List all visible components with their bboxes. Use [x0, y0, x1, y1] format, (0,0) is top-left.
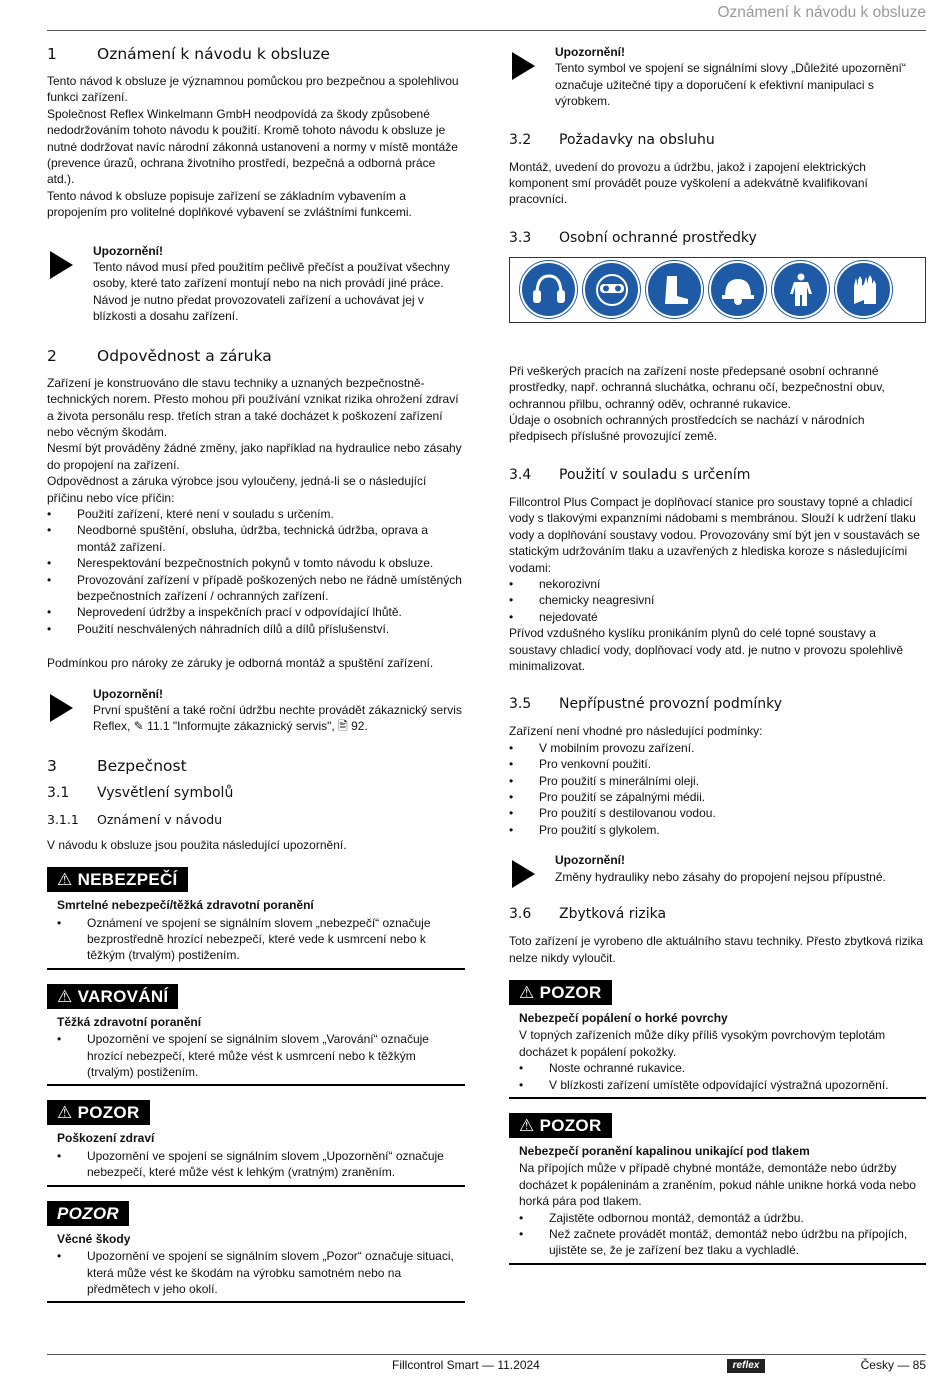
section-3-2-heading: 3.2 Požadavky na obsluhu	[509, 131, 715, 148]
paragraph: Údaje o osobních ochranných prostředcích se nachází v národních předpisech příslušné provozující země.	[509, 413, 865, 444]
safety-boots-icon	[646, 261, 703, 318]
list-item: • Použití zařízení, které není v souladu s určením.	[47, 506, 465, 522]
caution-property-signal-label: POZOR	[47, 1201, 129, 1226]
ppe-icons-strip	[509, 257, 926, 323]
caution-signal-label: ⚠ POZOR	[509, 1113, 612, 1138]
paragraph: Tento návod k obsluze je významnou pomůckou pro bezpečnou a spolehlivou funkci zařízení.	[47, 74, 459, 105]
page-footer	[47, 1354, 926, 1372]
gloves-icon	[835, 261, 892, 318]
notice-arrow-icon	[509, 852, 555, 888]
conditions-list	[509, 740, 926, 838]
ear-protection-icon	[520, 261, 577, 318]
eye-protection-icon	[583, 261, 640, 318]
section-1-heading: 1 Oznámení k návodu k obsluze	[47, 45, 330, 63]
list-item: • Nerespektování bezpečnostních pokynů v tomto návodu k obsluze.	[47, 555, 465, 571]
left-column	[47, 40, 465, 1303]
section-3-5-heading: 3.5 Nepřípustné provozní podmínky	[509, 696, 783, 713]
signal-warning: ⚠ VAROVÁNÍ Těžká zdravotní poranění • Upozornění ve spojení se signálním slovem „Varování“ označuje hrozící nebezpečí, které může vést k usmrcení nebo k těžkým (trvalým) postižením.	[47, 984, 465, 1087]
paragraph: Odpovědnost a záruka výrobce jsou vyloučeny, jedná-li se o následující příčinu nebo více příčin:	[47, 474, 427, 505]
caution-signal-label: ⚠ POZOR	[509, 980, 612, 1005]
notice-box: Upozornění! Tento symbol ve spojení se signálními slovy „Důležité upozornění“ označuje užitečné tipy a doporučení k efektivní manipulaci s výrobkem.	[509, 44, 926, 110]
paragraph: Fillcontrol Plus Compact je doplňovací stanice pro soustavy topné a chladicí vody s tlakovými expanzními nádobami s membránou. Slouží k udržení tlaku vody a doplňování soustavy vodou. Provozovány smí být jen v soustavách se statickým udržováním tlaku a uzavřených z hlediska koroze s následujícími vodami:	[509, 494, 920, 575]
paragraph: V návodu k obsluze jsou použita následující upozornění.	[47, 837, 347, 852]
right-column	[509, 44, 926, 1265]
paragraph: Tento návod k obsluze popisuje zařízení se základním vybavením a propojením pro volitelné doplňkové vybavení se zvláštními funkcemi.	[47, 188, 412, 220]
page-number: Česky — 85	[860, 1358, 926, 1372]
danger-signal-label: ⚠ NEBEZPEČÍ	[47, 867, 188, 892]
list-item: • Pro použití se zápalnými médii.	[509, 789, 926, 805]
water-types-list	[509, 576, 926, 625]
hard-hat-icon	[709, 261, 766, 318]
paragraph: Toto zařízení je vyrobeno dle aktuálního stavu techniky. Přesto zbytková rizika nelze nikdy vyloučit.	[509, 934, 923, 965]
list-item: • Pro použití s minerálními oleji.	[509, 773, 926, 789]
notice-box: Upozornění! První spuštění a také roční údržbu nechte provádět zákaznický servis Reflex, ✎ 11.1 "Informujte zákaznický servis", 🖹 92.	[47, 686, 465, 735]
paragraph: Přívod vzdušného kyslíku pronikáním plynů do celé topné soustavy a soustavy chladicí vody, doplňovací vody atd. je nutno v provozu spolehlivě minimalizovat.	[509, 626, 904, 673]
caution-signal-label: ⚠ POZOR	[47, 1100, 150, 1125]
warning-signal-label: ⚠ VAROVÁNÍ	[47, 984, 178, 1009]
paragraph: Montáž, uvedení do provozu a údržbu, jakož i zapojení elektrických komponent smí provádět pouze vyškolení a adekvátně kvalifikovaní pracovníci.	[509, 159, 868, 207]
protective-clothing-icon	[772, 261, 829, 318]
list-item: • Použití neschválených náhradních dílů a dílů příslušenství.	[47, 621, 465, 637]
section-3-1-1-heading: 3.1.1 Oznámení v návodu	[47, 811, 223, 827]
paragraph: Podmínkou pro nároky ze záruky je odborná montáž a spuštění zařízení.	[47, 656, 434, 671]
list-item: • nekorozivní	[509, 576, 926, 592]
list-item: • V mobilním provozu zařízení.	[509, 740, 926, 756]
signal-caution-pressurized-liquid: ⚠ POZOR Nebezpečí poranění kapalinou unikající pod tlakem Na přípojích může v případě chybné montáže, demontáže nebo údržby docházet k popáleninám a zraněním, pokud náhle unikne horká voda nebo horká pára pod tlakem. • Zajistěte odbornou montáž, demontáž a údržbu. • Než začnete provádět montáž, demontáž nebo údržbu na přípojích, ujistěte se, že je zařízení bez tlaku a vychladlé.	[509, 1113, 926, 1265]
reflex-logo: reflex	[727, 1359, 765, 1373]
page-header	[47, 0, 926, 31]
section-3-6-heading: 3.6 Zbytková rizika	[509, 906, 667, 923]
list-item: • Neprovedení údržby a inspekčních prací v odpovídající lhůtě.	[47, 604, 465, 620]
header-title: Oznámení k návodu k obsluze	[717, 4, 926, 21]
liability-list	[47, 506, 465, 637]
paragraph: Zařízení není vhodné pro následující podmínky:	[509, 724, 763, 739]
list-item: • Provozování zařízení v případě poškozených nebo ne řádně umístěných bezpečnostních zařízení / ochranných zařízení.	[47, 572, 465, 605]
list-item: • Pro použití s glykolem.	[509, 822, 926, 838]
section-3-4-heading: 3.4 Použití v souladu s určením	[509, 466, 751, 483]
section-2-heading: 2 Odpovědnost a záruka	[47, 346, 272, 365]
signal-caution-hot-surfaces: ⚠ POZOR Nebezpečí popálení o horké povrchy V topných zařízeních může díky příliš vysokým povrchovým teplotám docházet k popálení pokožky. • Noste ochranné rukavice. • V blízkosti zařízení umístěte odpovídající výstražná upozornění.	[509, 980, 926, 1099]
notice-box: Upozornění! Tento návod musí před použitím pečlivě přečíst a používat všechny osoby, které tato zařízení montují nebo na nich provádí jiné práce. Návod je nutno předat provozovateli zařízení a uchovávat jej v blízkosti a dosahu zařízení.	[47, 243, 465, 325]
signal-caution-property: POZOR Věcné škody • Upozornění ve spojení se signálním slovem „Pozor“ označuje situaci, která může vést ke škodám na výrobku samotném nebo na předmětech v jeho okolí.	[47, 1201, 465, 1304]
signal-caution-health: ⚠ POZOR Poškození zdraví • Upozornění ve spojení se signálním slovem „Upozornění“ označuje nebezpečí, které může vést k lehkým (vratným) zraněním.	[47, 1100, 465, 1186]
list-item: • Neodborné spuštění, obsluha, údržba, technická údržba, oprava a montáž zařízení.	[47, 522, 465, 555]
section-3-heading: 3 Bezpečnost	[47, 756, 187, 775]
notice-box: Upozornění! Změny hydrauliky nebo zásahy do propojení nejsou přípustné.	[509, 852, 926, 888]
paragraph: Nesmí být prováděny žádné změny, jako například na hydraulice nebo zásahy do propojení na zařízení.	[47, 441, 462, 472]
list-item: • Pro použití s destilovanou vodou.	[509, 805, 926, 821]
signal-danger: ⚠ NEBEZPEČÍ Smrtelné nebezpečí/těžká zdravotní poranění • Oznámení ve spojení se signálním slovem „nebezpečí“ označuje bezprostředně hrozící nebezpečí, které vede k usmrcení nebo k těžkým (trvalým) postižením.	[47, 867, 465, 970]
notice-arrow-icon	[509, 44, 555, 110]
footer-document-title: Fillcontrol Smart — 11.2024	[392, 1358, 540, 1372]
list-item: • nejedovaté	[509, 609, 926, 625]
paragraph: Společnost Reflex Winkelmann GmbH neodpovídá za škody způsobené nedodržováním tohoto návodu k použití. Kromě tohoto návodu k obsluze je nutné dodržovat navíc národní zákonná ustanovení a normy v místě montáže (prevence úrazů, ochrana životního prostředí, bezpečná a odborná práce atd.).	[47, 106, 458, 187]
list-item: • chemicky neagresivní	[509, 592, 926, 608]
section-3-3-heading: 3.3 Osobní ochranné prostředky	[509, 229, 757, 246]
notice-arrow-icon	[47, 243, 93, 325]
paragraph: Při veškerých pracích na zařízení noste předepsané osobní ochranné prostředky, např. ochranná sluchátka, ochranu očí, bezpečnostní obuv, ochrannou přilbu, ochranný oděv, ochranné rukavice.	[509, 363, 885, 411]
paragraph: Zařízení je konstruováno dle stavu techniky a uznaných bezpečnostně-technických norem. Přesto mohou při používání vznikat rizika ohrožení zdraví a života personálu resp. třetích stran a také docházet k poškození zařízení nebo věcným škodám.	[47, 375, 459, 439]
list-item: • Pro venkovní použití.	[509, 756, 926, 772]
section-3-1-heading: 3.1 Vysvětlení symbolů	[47, 784, 234, 801]
notice-arrow-icon	[47, 686, 93, 735]
